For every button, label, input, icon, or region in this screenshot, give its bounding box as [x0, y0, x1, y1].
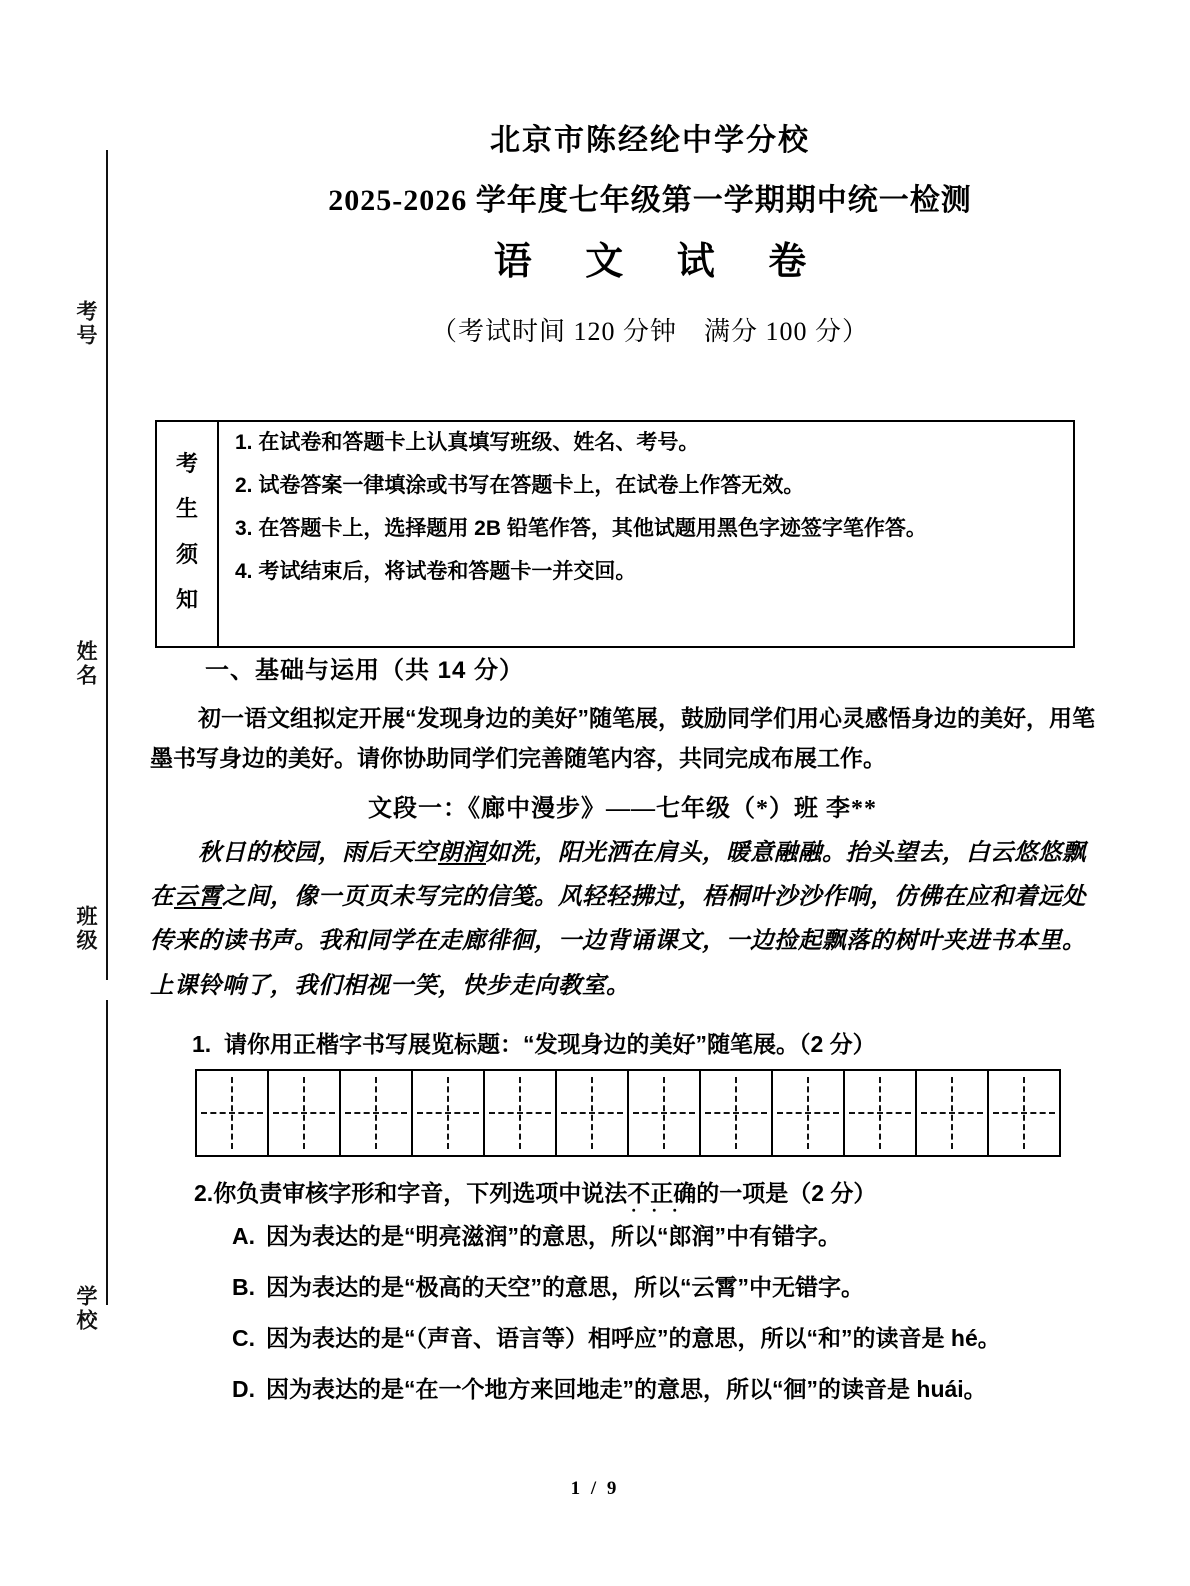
option-a-letter: A.: [232, 1222, 255, 1249]
grid-cell[interactable]: [485, 1071, 557, 1155]
notice-side-char-3: 须: [175, 541, 198, 567]
section-intro-paragraph: 初一语文组拟定开展“发现身边的美好”随笔展，鼓励同学们用心灵感悟身边的美好，用笔墨书写身边的美好。请你协助同学们完善随笔内容，共同完成布展工作。: [150, 705, 1095, 771]
section-heading: 一、基础与运用（共 14 分）: [205, 657, 525, 684]
notice-side-char-1: 考: [175, 451, 198, 477]
candidate-notice-box: [155, 420, 1075, 648]
grid-cell[interactable]: [197, 1071, 269, 1155]
margin-label-xuexiao: 学校: [74, 1285, 97, 1333]
question-2-stem-b: 的一项是（2 分）: [696, 1179, 877, 1206]
grid-cell[interactable]: [917, 1071, 989, 1155]
exam-content: [150, 650, 1095, 1422]
notice-item: 3. 在答题卡上，选择题用 2B 铅笔作答，其他试题用黑色字迹签字笔作答。: [235, 517, 927, 540]
notice-side-label: [157, 422, 219, 646]
option-a[interactable]: [232, 1218, 1095, 1251]
subject-title: 语 文 试 卷: [493, 241, 829, 283]
question-1-text: 请你用正楷字书写展览标题：“发现身边的美好”随笔展。（2 分）: [223, 1030, 876, 1057]
option-a-text: 因为表达的是“明亮滋润”的意思，所以“郎润”中有错字。: [266, 1222, 841, 1249]
question-1-number: 1.: [192, 1030, 212, 1057]
option-b-letter: B.: [232, 1273, 255, 1300]
grid-cell[interactable]: [413, 1071, 485, 1155]
handwriting-grid-wrap: [195, 1069, 1095, 1157]
option-b-text: 因为表达的是“极高的天空”的意思，所以“云霄”中无错字。: [266, 1273, 864, 1300]
grid-cell[interactable]: [773, 1071, 845, 1155]
notice-item: 1. 在试卷和答题卡上认真填写班级、姓名、考号。: [235, 431, 700, 454]
margin-label-kaohao: 考号: [74, 300, 97, 348]
grid-cell[interactable]: [557, 1071, 629, 1155]
option-d-text: 因为表达的是“在一个地方来回地走”的意思，所以“徊”的读音是 huái。: [266, 1375, 987, 1402]
exam-name: 2025-2026 学年度七年级第一学期期中统一检测: [328, 183, 972, 217]
margin-info-strip: [0, 0, 150, 1586]
exam-duration-and-score: （考试时间 120 分钟 满分 100 分）: [430, 316, 869, 346]
passage-title: 文段一：《廊中漫步》——七年级（*）班 李**: [368, 796, 877, 823]
margin-label-xingming: 姓名: [74, 640, 97, 688]
passage-underlined-langrun: 朗润: [438, 840, 486, 867]
option-d-letter: D.: [232, 1375, 255, 1402]
margin-rule-banji: [106, 725, 108, 980]
passage-body: [150, 831, 1095, 1008]
handwriting-grid[interactable]: [195, 1069, 1061, 1157]
notice-item: 4. 考试结束后，将试卷和答题卡一并交回。: [235, 560, 637, 583]
question-2-number: 2.: [194, 1179, 214, 1206]
notice-side-char-4: 知: [175, 586, 198, 612]
grid-cell[interactable]: [629, 1071, 701, 1155]
document-header: [150, 0, 1150, 348]
passage-segment-2: 如洗，阳光洒在肩头，暖意融融。抬头望去，白云悠悠飘在: [150, 840, 1086, 911]
grid-cell[interactable]: [989, 1071, 1059, 1155]
option-c[interactable]: [232, 1320, 1095, 1353]
option-b[interactable]: [232, 1269, 1095, 1302]
option-c-letter: C.: [232, 1324, 255, 1351]
option-c-text: 因为表达的是“（声音、语言等）相呼应”的意思，所以“和”的读音是 hé。: [266, 1324, 1001, 1351]
margin-rule-xingming: [106, 405, 108, 735]
notice-side-char-2: 生: [175, 496, 198, 522]
margin-label-banji: 班级: [74, 905, 97, 953]
notice-items-list: [219, 422, 1073, 646]
passage-segment-3: 之间，像一页页未写完的信笺。风轻轻拂过，梧桐叶沙沙作响，仿佛在应和着远处传来的读书声。我和同学在走廊徘徊，一边背诵课文，一边捡起飘落的树叶夹进书本里。上课铃响了，我们相视一笑，快步走向教室。: [150, 884, 1086, 999]
grid-cell[interactable]: [341, 1071, 413, 1155]
grid-cell[interactable]: [845, 1071, 917, 1155]
passage-underlined-yunxiao: 云霄: [174, 884, 222, 911]
notice-item: 2. 试卷答案一律填涂或书写在答题卡上，在试卷上作答无效。: [235, 474, 805, 497]
option-d[interactable]: [232, 1371, 1095, 1404]
question-2-emphasis: 不正确 ・・・: [627, 1180, 696, 1206]
question-2: [194, 1175, 1095, 1208]
question-1: [192, 1026, 1095, 1059]
grid-cell[interactable]: [701, 1071, 773, 1155]
school-name: 北京市陈经纶中学分校: [490, 124, 810, 157]
margin-rule-xuexiao: [106, 1000, 108, 1305]
passage-segment-1: 秋日的校园，雨后天空: [198, 840, 438, 867]
grid-cell[interactable]: [269, 1071, 341, 1155]
page-footer: 1 / 9: [570, 1478, 620, 1499]
question-2-stem-a: 你负责审核字形和字音，下列选项中说法: [213, 1179, 628, 1206]
